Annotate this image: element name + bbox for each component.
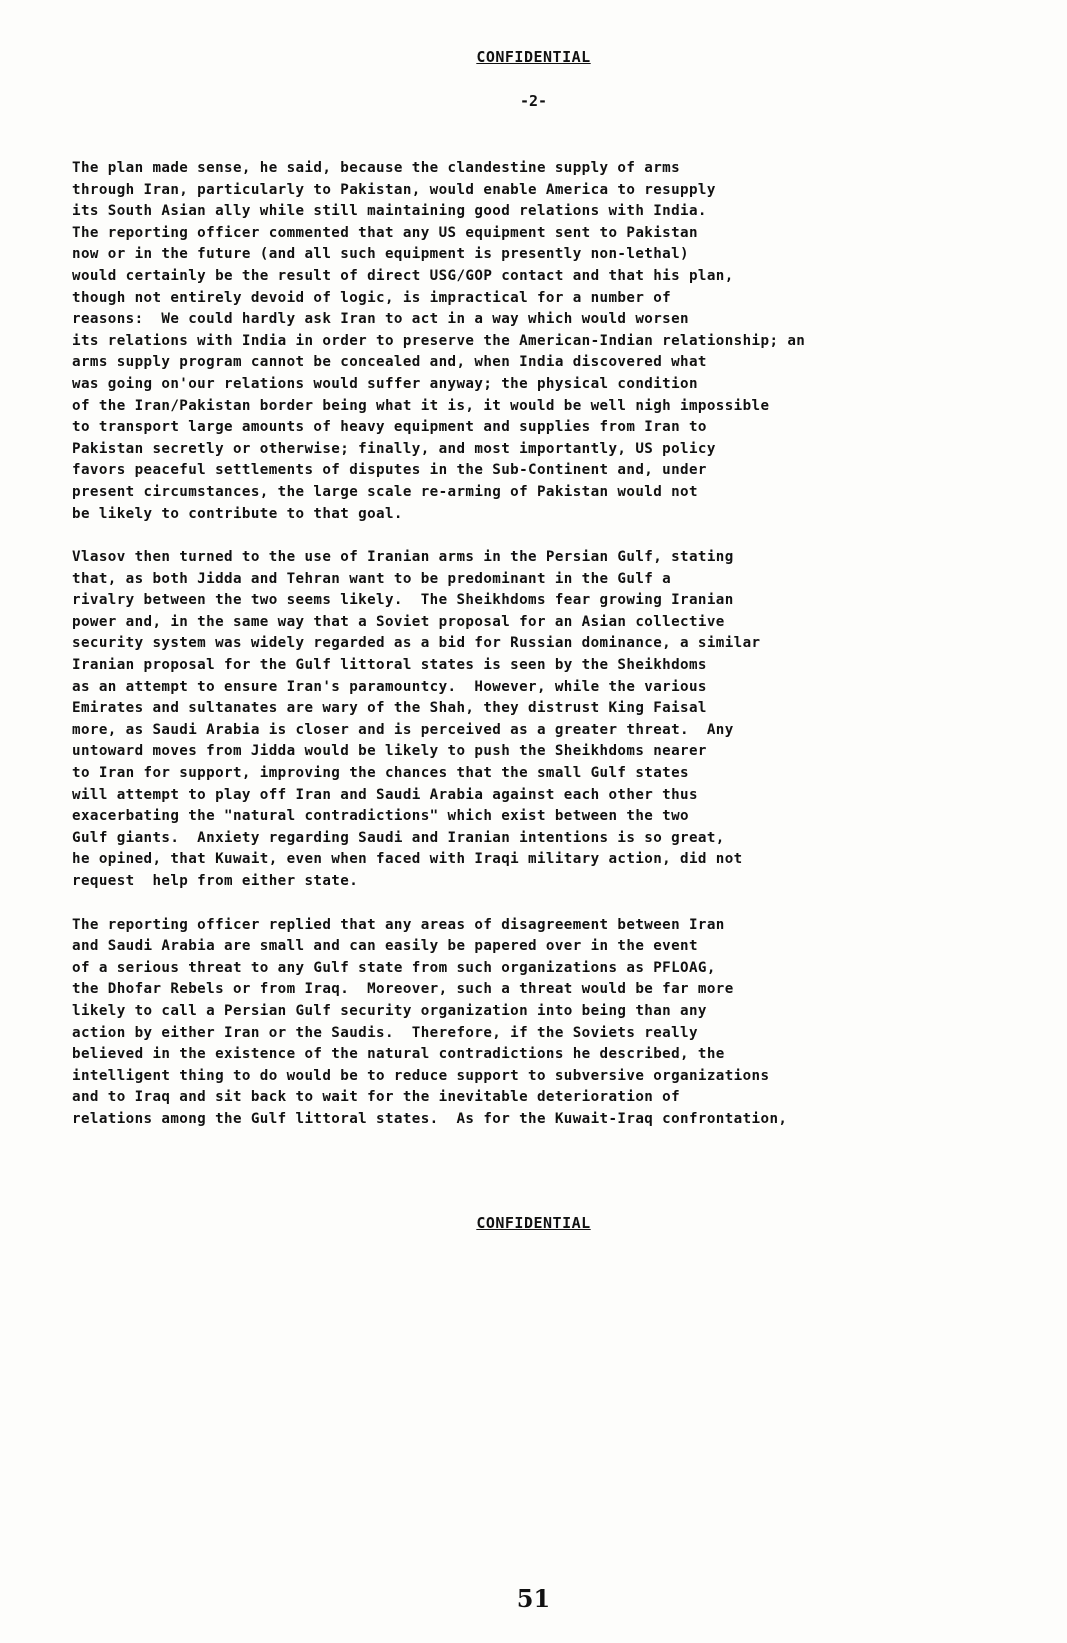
- text-line: of the Iran/Pakistan border being what it is, it would be well nigh impossible: [72, 397, 770, 414]
- text-line: Iranian proposal for the Gulf littoral states is seen by the Sheikhdoms: [72, 657, 707, 674]
- text-line: of a serious threat to any Gulf state from such organizations as PFLOAG,: [72, 959, 716, 976]
- text-line: arms supply program cannot be concealed and, when India discovered what: [72, 354, 707, 371]
- classification-header: CONFIDENTIAL: [476, 48, 591, 66]
- text-line: rivalry between the two seems likely. The Sheikhdoms fear growing Iranian: [72, 592, 734, 609]
- text-line: The reporting officer commented that any US equipment sent to Pakistan: [72, 224, 698, 241]
- text-line: exacerbating the "natural contradictions" which exist between the two: [72, 808, 689, 825]
- text-line: will attempt to play off Iran and Saudi Arabia against each other thus: [72, 786, 698, 803]
- text-line: security system was widely regarded as a bid for Russian dominance, a similar: [72, 635, 761, 652]
- text-line: through Iran, particularly to Pakistan, would enable America to resupply: [72, 181, 716, 198]
- text-line: more, as Saudi Arabia is closer and is perceived as a greater threat. Any: [72, 721, 734, 738]
- text-line: its relations with India in order to preserve the American-Indian relationship; an: [72, 332, 806, 349]
- text-line: Pakistan secretly or otherwise; finally, and most importantly, US policy: [72, 440, 716, 457]
- text-line: to transport large amounts of heavy equipment and supplies from Iran to: [72, 419, 707, 436]
- text-line: believed in the existence of the natural contradictions he described, the: [72, 1046, 725, 1063]
- document-body: [72, 158, 972, 1153]
- text-line: likely to call a Persian Gulf security organization into being than any: [72, 1002, 707, 1019]
- paragraph: [72, 915, 972, 1131]
- text-line: intelligent thing to do would be to reduce support to subversive organizations: [72, 1067, 770, 1084]
- text-line: be likely to contribute to that goal.: [72, 505, 403, 522]
- text-line: was going on'our relations would suffer anyway; the physical condition: [72, 375, 698, 392]
- text-line: and Saudi Arabia are small and can easily be papered over in the event: [72, 938, 698, 955]
- text-line: and to Iraq and sit back to wait for the inevitable deterioration of: [72, 1089, 681, 1106]
- text-line: The plan made sense, he said, because the clandestine supply of arms: [72, 160, 681, 176]
- text-line: relations among the Gulf littoral states. As for the Kuwait-Iraq confrontation,: [72, 1110, 788, 1127]
- folio-number: 51: [516, 1584, 551, 1613]
- paragraph: [72, 547, 972, 893]
- text-line: Emirates and sultanates are wary of the Shah, they distrust King Faisal: [72, 700, 707, 717]
- text-line: the Dhofar Rebels or from Iraq. Moreover, such a threat would be far more: [72, 981, 734, 998]
- text-line: would certainly be the result of direct USG/GOP contact and that his plan,: [72, 267, 734, 284]
- text-line: its South Asian ally while still maintaining good relations with India.: [72, 203, 707, 220]
- paragraph: [72, 158, 972, 525]
- text-line: request help from either state.: [72, 873, 359, 889]
- text-line: reasons: We could hardly ask Iran to act in a way which would worsen: [72, 311, 689, 328]
- text-line: favors peaceful settlements of disputes in the Sub-Continent and, under: [72, 462, 707, 479]
- text-line: action by either Iran or the Saudis. Therefore, if the Soviets really: [72, 1024, 698, 1041]
- text-line: as an attempt to ensure Iran's paramountcy. However, while the various: [72, 678, 707, 695]
- text-line: untoward moves from Jidda would be likely to push the Sheikhdoms nearer: [72, 743, 707, 760]
- text-line: now or in the future (and all such equipment is presently non-lethal): [72, 246, 689, 263]
- text-line: to Iran for support, improving the chances that the small Gulf states: [72, 765, 689, 782]
- text-line: Vlasov then turned to the use of Iranian arms in the Persian Gulf, stating: [72, 549, 734, 566]
- text-line: though not entirely devoid of logic, is impractical for a number of: [72, 289, 672, 306]
- text-line: The reporting officer replied that any areas of disagreement between Iran: [72, 916, 725, 933]
- page-number-marker: -2-: [519, 92, 548, 110]
- text-line: power and, in the same way that a Soviet proposal for an Asian collective: [72, 613, 725, 630]
- text-line: he opined, that Kuwait, even when faced with Iraqi military action, did not: [72, 851, 743, 868]
- text-line: present circumstances, the large scale re-arming of Pakistan would not: [72, 483, 698, 500]
- text-line: that, as both Jidda and Tehran want to be predominant in the Gulf a: [72, 570, 672, 587]
- classification-footer: CONFIDENTIAL: [476, 1214, 591, 1232]
- text-line: Gulf giants. Anxiety regarding Saudi and Iranian intentions is so great,: [72, 829, 725, 846]
